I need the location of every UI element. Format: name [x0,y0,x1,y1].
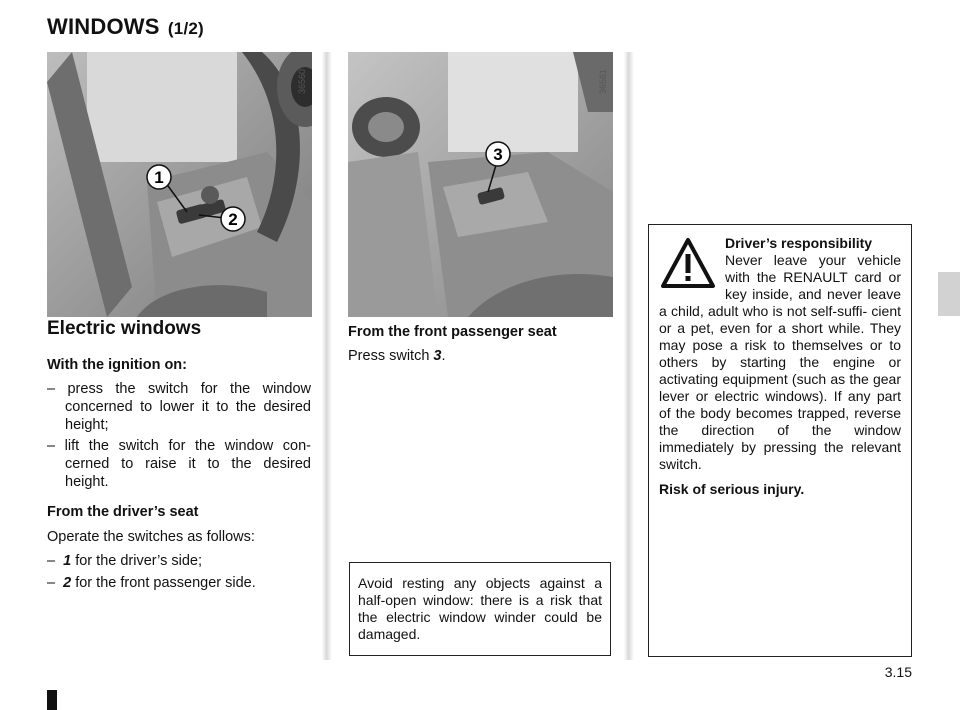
warning-title: Driver’s responsibility [725,235,873,251]
dash: – [47,553,56,569]
passenger-door-photo [348,52,613,317]
callout-3-label: 3 [493,145,503,164]
note-text: Avoid resting any objects against a half-open window: there is a risk that the electric window winder could be damaged. [358,575,602,642]
passenger-instruction [348,347,446,365]
passenger-text-end: . [441,348,446,364]
photo-code-left: 36560 [297,68,307,94]
switch-number: 1 [63,553,72,569]
title-part: (1/2) [167,19,204,38]
callout-1-label: 1 [154,168,164,187]
warning-triangle-icon [659,235,717,293]
section-tab [938,272,960,316]
driver-item-2 [47,574,256,592]
driver-item-1-text: for the driver’s side; [71,553,203,569]
section-heading: Electric windows [47,318,202,339]
switch-number: 2 [63,575,72,591]
column-divider-right [624,52,634,660]
warning-box [648,224,912,657]
page-number: 3.15 [884,664,912,680]
warning-risk: Risk of serious injury. [659,481,805,497]
ignition-label: With the ignition on: [47,357,187,373]
page-title [47,14,204,40]
ignition-item-lower: – press the switch for the window concerned to lower it to the desired height; [47,381,311,433]
passenger-heading: From the front passenger seat [348,324,557,340]
warning-body: Never leave your vehicle with the RENAULT card or key inside, and never leave a child, adult who is not self-suffi- cient or a pet, even for a short while. They may pose a risk to themselves or to others by starting the engine or activating equipment (such as the gear lever or electric windows). If any part of the body becomes trapped, reverse the direction of the window immediately by pressing the relevant switch. [659,252,901,472]
driver-intro: Operate the switches as follows: [47,529,255,545]
switch-number: 3 [433,348,442,364]
driver-heading: From the driver’s seat [47,504,199,520]
corner-mark [47,690,57,710]
photo-code-right: 36561 [598,68,608,94]
note-box [349,562,611,656]
dash: – [47,575,56,591]
title-main: WINDOWS [47,14,160,39]
driver-item-2-text: for the front passenger side. [71,575,256,591]
passenger-text: Press switch [348,348,434,364]
driver-door-photo [47,52,312,317]
callout-2-label: 2 [228,210,238,229]
driver-item-1 [47,552,202,570]
column-divider-left [322,52,332,660]
ignition-item-raise: – lift the switch for the window con- cerned to raise it to the desired height. [47,438,311,490]
